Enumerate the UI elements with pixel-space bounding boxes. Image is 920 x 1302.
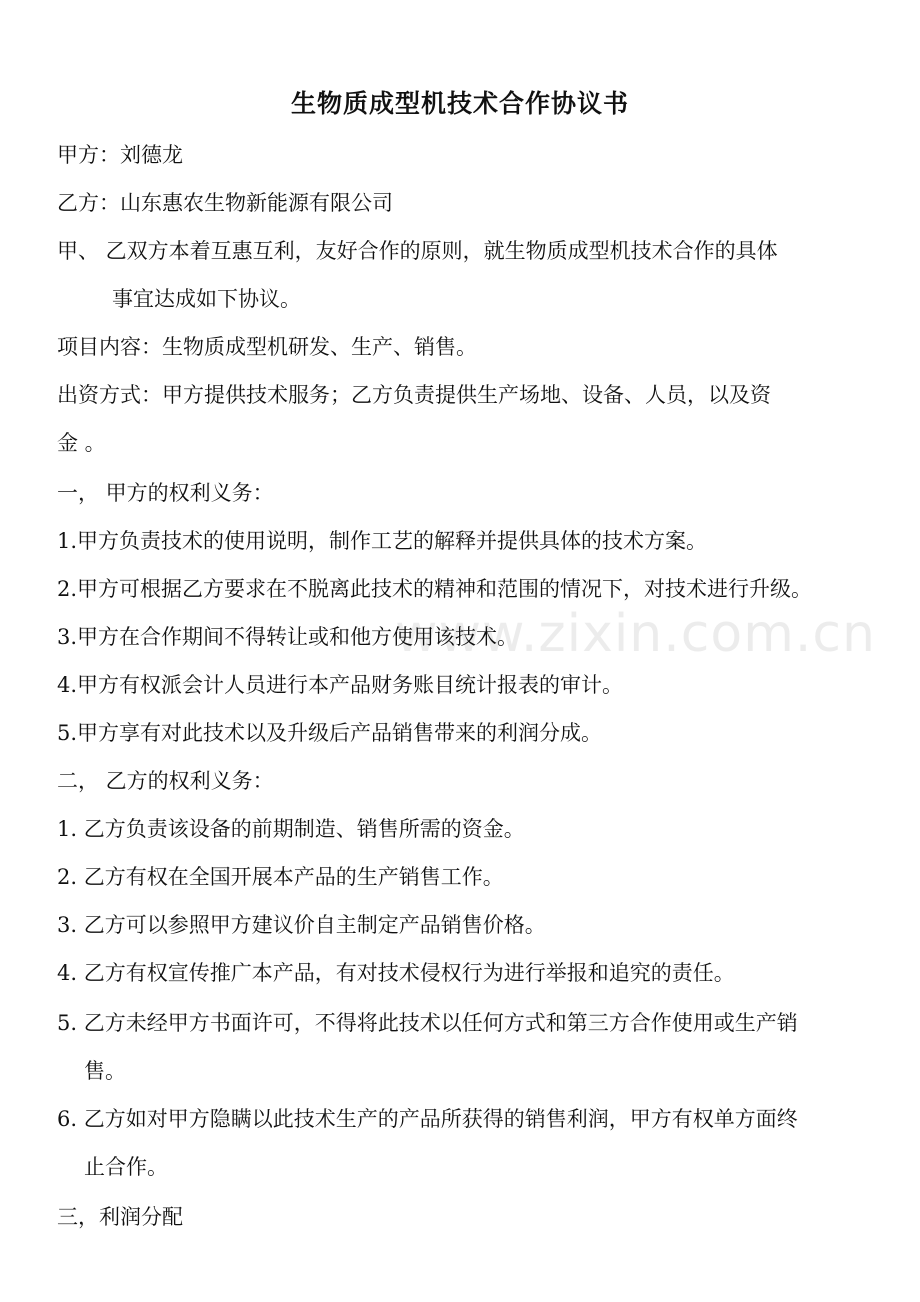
section1-heading: 一， 甲方的权利义务： bbox=[57, 481, 274, 505]
preamble-line-2: 事宜达成如下协议。 bbox=[112, 287, 301, 311]
section2-item: 4. 乙方有权宣传推广本产品，有对技术侵权行为进行举报和追究的责任。 bbox=[57, 961, 735, 985]
section2-item-continuation: 售。 bbox=[84, 1059, 126, 1083]
project-content: 项目内容：生物质成型机研发、生产、销售。 bbox=[57, 335, 477, 359]
document-title: 生物质成型机技术合作协议书 bbox=[290, 89, 629, 118]
section2-item: 3. 乙方可以参照甲方建议价自主制定产品销售价格。 bbox=[57, 913, 546, 937]
party-b: 乙方：山东惠农生物新能源有限公司 bbox=[57, 191, 393, 215]
section3-heading: 三，利润分配 bbox=[57, 1205, 183, 1229]
section1-item: 3.甲方在合作期间不得转让或和他方使用该技术。 bbox=[57, 625, 519, 649]
investment-line-1: 出资方式：甲方提供技术服务；乙方负责提供生产场地、设备、人员，以及资 bbox=[57, 383, 771, 407]
section2-item: 5. 乙方未经甲方书面许可，不得将此技术以任何方式和第三方合作使用或生产销 bbox=[57, 1011, 798, 1035]
section1-item: 2.甲方可根据乙方要求在不脱离此技术的精神和范围的情况下，对技术进行升级。 bbox=[57, 577, 813, 601]
section2-item-continuation: 止合作。 bbox=[84, 1155, 168, 1179]
party-a: 甲方：刘德龙 bbox=[57, 143, 183, 167]
investment-line-2: 金 。 bbox=[57, 431, 106, 455]
section1-item: 4.甲方有权派会计人员进行本产品财务账目统计报表的审计。 bbox=[57, 673, 624, 697]
section2-heading: 二， 乙方的权利义务： bbox=[57, 769, 274, 793]
preamble-line-1: 甲、 乙双方本着互惠互利，友好合作的原则，就生物质成型机技术合作的具体 bbox=[57, 239, 778, 263]
section2-item: 1. 乙方负责该设备的前期制造、销售所需的资金。 bbox=[57, 817, 525, 841]
watermark: www.zixin.com.cn bbox=[395, 604, 876, 664]
section1-item: 5.甲方享有对此技术以及升级后产品销售带来的利润分成。 bbox=[57, 721, 603, 745]
section1-item: 1.甲方负责技术的使用说明，制作工艺的解释并提供具体的技术方案。 bbox=[57, 529, 708, 553]
section2-item: 6. 乙方如对甲方隐瞒以此技术生产的产品所获得的销售利润，甲方有权单方面终 bbox=[57, 1107, 798, 1131]
section2-item: 2. 乙方有权在全国开展本产品的生产销售工作。 bbox=[57, 865, 504, 889]
